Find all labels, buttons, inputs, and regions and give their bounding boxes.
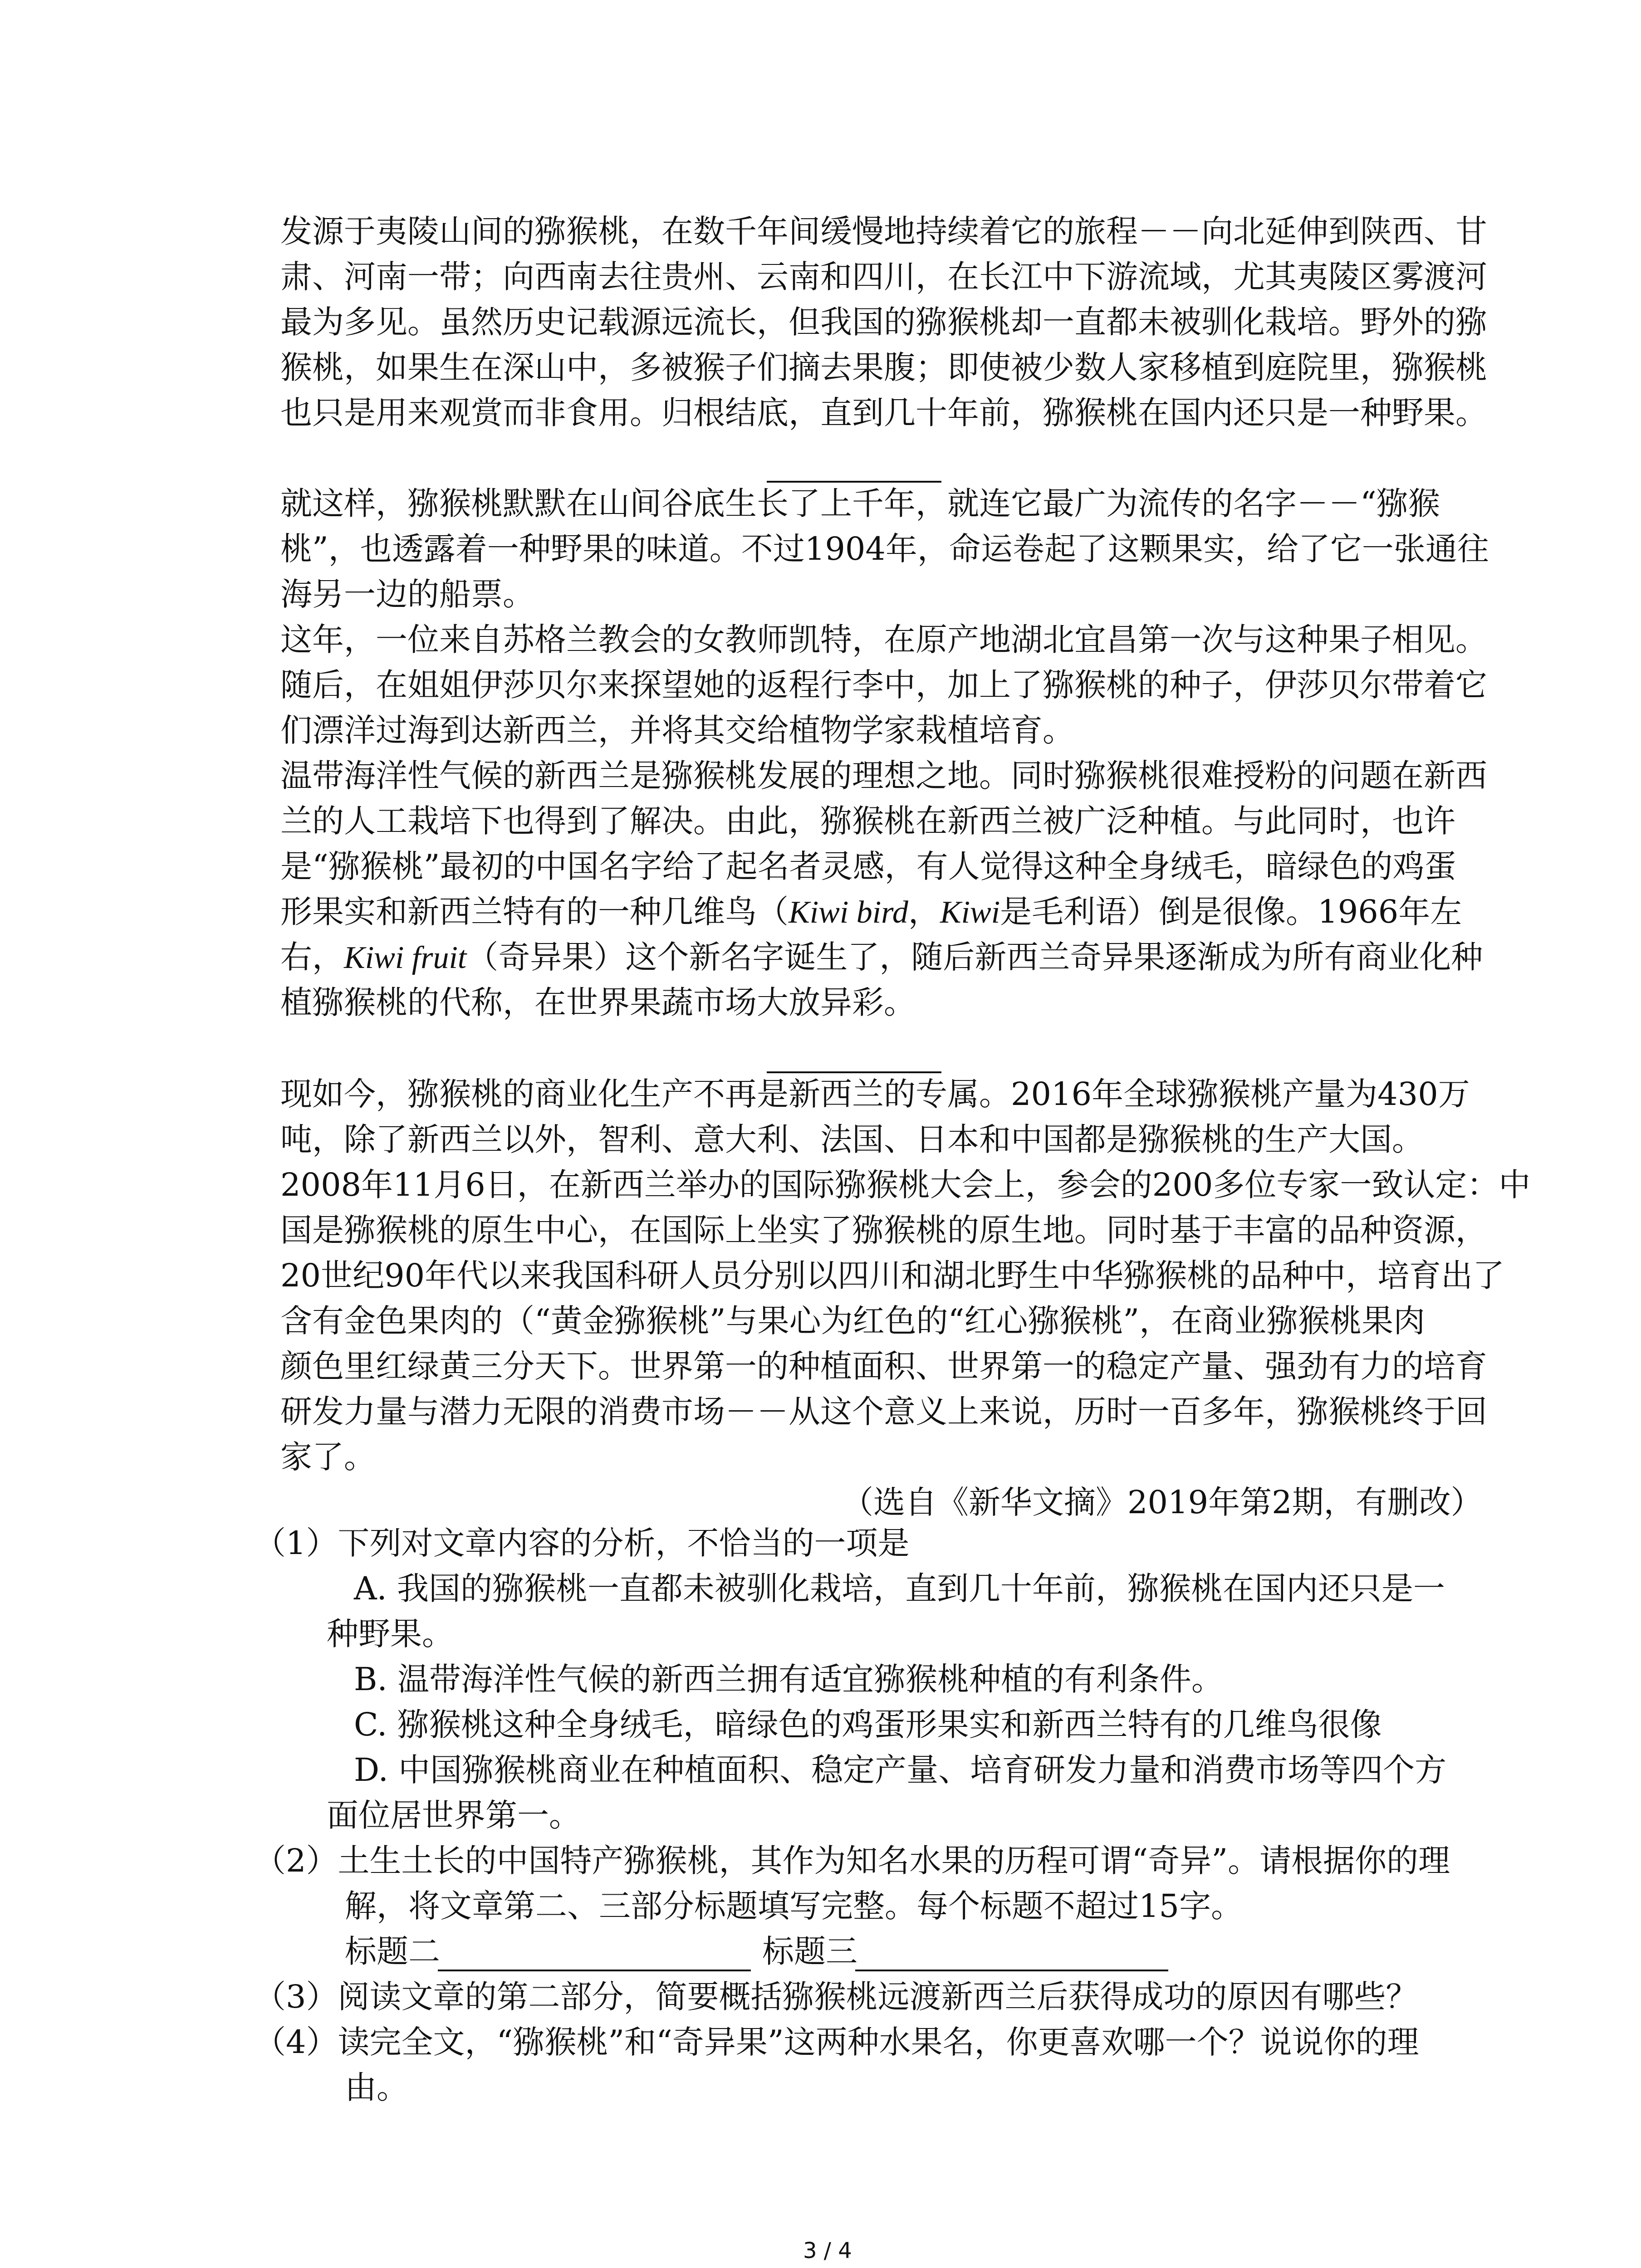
paragraph-line: 随后，在姐姐伊莎贝尔来探望她的返程行李中，加上了猕猴桃的种子，伊莎贝尔带着它 (280, 666, 1487, 704)
question-1: （1）下列对文章内容的分析，不恰当的一项是 (254, 1525, 910, 1562)
paragraph-line: 是“猕猴桃”最初的中国名字给了起名者灵感，有人觉得这种全身绒毛，暗绿色的鸡蛋 (280, 848, 1456, 885)
title-2-label: 标题二 (345, 1933, 440, 1970)
paragraph-line: 们漂洋过海到达新西兰，并将其交给植物学家栽植培育。 (280, 712, 1074, 749)
paragraph-line: 研发力量与潜力无限的消费市场－－从这个意义上来说，历时一百多年，猕猴桃终于回 (280, 1393, 1487, 1430)
text-run: （奇异果）这个新名字诞生了，随后新西兰奇异果逐渐成为所有商业化种 (466, 938, 1483, 976)
paragraph-line (280, 934, 1483, 981)
question-4-continued: 由。 (345, 2069, 408, 2106)
text-run: ， (908, 893, 940, 930)
question-4: （4）读完全文，“猕猴桃”和“奇异果”这两种水果名，你更喜欢哪一个？说说你的理 (254, 2024, 1419, 2061)
option-d: D. 中国猕猴桃商业在种植面积、稳定产量、培育研发力量和消费市场等四个方 (354, 1751, 1447, 1789)
paragraph-line: 发源于夷陵山间的猕猴桃，在数千年间缓慢地持续着它的旅程－－向北延伸到陕西、甘 (280, 213, 1487, 250)
italic-term: Kiwi (940, 895, 1000, 930)
title-2-answer-blank[interactable] (438, 1970, 751, 1971)
question-2: （2）土生土长的中国特产猕猴桃，其作为知名水果的历程可谓“奇异”。请根据你的理 (254, 1842, 1450, 1879)
italic-term: Kiwi fruit (344, 940, 467, 975)
paragraph-line: 2008年11月6日，在新西兰举办的国际猕猴桃大会上，参会的200多位专家一致认定：中 (280, 1166, 1531, 1203)
question-2-continued: 解，将文章第二、三部分标题填写完整。每个标题不超过15字。 (345, 1887, 1243, 1925)
paragraph-line: 国是猕猴桃的原生中心，在国际上坐实了猕猴桃的原生地。同时基于丰富的品种资源， (280, 1212, 1487, 1249)
paragraph-line: 海另一边的船票。 (280, 576, 534, 613)
paragraph-line: 吨，除了新西兰以外，智利、意大利、法国、日本和中国都是猕猴桃的生产大国。 (280, 1121, 1424, 1158)
paragraph-line (280, 889, 1462, 935)
text-run: 是毛利语）倒是很像。1966年左 (1000, 893, 1462, 930)
paragraph-line: 20世纪90年代以来我国科研人员分别以四川和湖北野生中华猕猴桃的品种中，培育出了 (280, 1257, 1505, 1294)
paragraph-line: 植猕猴桃的代称，在世界果蔬市场大放异彩。 (280, 984, 916, 1021)
question-3: （3）阅读文章的第二部分，简要概括猕猴桃远渡新西兰后获得成功的原因有哪些？ (254, 1978, 1418, 2015)
option-c: C. 猕猴桃这种全身绒毛，暗绿色的鸡蛋形果实和新西兰特有的几维鸟很像 (354, 1706, 1382, 1743)
paragraph-line: 家了。 (280, 1438, 376, 1476)
paragraph-line: 猴桃，如果生在深山中，多被猴子们摘去果腹；即使被少数人家移植到庭院里，猕猴桃 (280, 349, 1487, 386)
paragraph-line: 温带海洋性气候的新西兰是猕猴桃发展的理想之地。同时猕猴桃很难授粉的问题在新西 (280, 757, 1487, 794)
option-d-continued: 面位居世界第一。 (327, 1797, 581, 1834)
source-citation: （选自《新华文摘》2019年第2期，有删改） (842, 1484, 1483, 1521)
text-run: 右， (280, 938, 344, 976)
text-run: 形果实和新西兰特有的一种几维鸟（ (280, 893, 789, 930)
paragraph-line: 桃”，也透露着一种野果的味道。不过1904年，命运卷起了这颗果实，给了它一张通往 (280, 530, 1489, 567)
paragraph-line: 颜色里红绿黄三分天下。世界第一的种植面积、世界第一的稳定产量、强劲有力的培育 (280, 1348, 1487, 1385)
italic-term: Kiwi bird (789, 895, 908, 930)
paragraph-line: 也只是用来观赏而非食用。归根结底，直到几十年前，猕猴桃在国内还只是一种野果。 (280, 394, 1487, 431)
option-a: A. 我国的猕猴桃一直都未被驯化栽培，直到几十年前，猕猴桃在国内还只是一 (354, 1570, 1445, 1607)
paragraph-line: 就这样，猕猴桃默默在山间谷底生长了上千年，就连它最广为流传的名字－－“猕猴 (280, 485, 1440, 522)
paragraph-line: 含有金色果肉的（“黄金猕猴桃”与果心为红色的“红心猕猴桃”，在商业猕猴桃果肉 (280, 1302, 1425, 1339)
title-3-answer-blank[interactable] (855, 1970, 1168, 1971)
paragraph-line: 这年，一位来自苏格兰教会的女教师凯特，在原产地湖北宜昌第一次与这种果子相见。 (280, 621, 1487, 658)
option-a-continued: 种野果。 (327, 1615, 454, 1652)
paragraph-line: 兰的人工栽培下也得到了解决。由此，猕猴桃在新西兰被广泛种植。与此同时，也许 (280, 802, 1455, 840)
title-3-label: 标题三 (762, 1933, 857, 1970)
paragraph-line: 肃、河南一带；向西南去往贵州、云南和四川，在长江中下游流域，尤其夷陵区雾渡河 (280, 258, 1487, 295)
option-b: B. 温带海洋性气候的新西兰拥有适宜猕猴桃种植的有利条件。 (354, 1661, 1223, 1698)
page-number: 3 / 4 (803, 2238, 852, 2263)
paragraph-line: 现如今，猕猴桃的商业化生产不再是新西兰的专属。2016年全球猕猴桃产量为430万 (280, 1075, 1470, 1113)
paragraph-line: 最为多见。虽然历史记载源远流长，但我国的猕猴桃却一直都未被驯化栽培。野外的猕 (280, 303, 1487, 341)
